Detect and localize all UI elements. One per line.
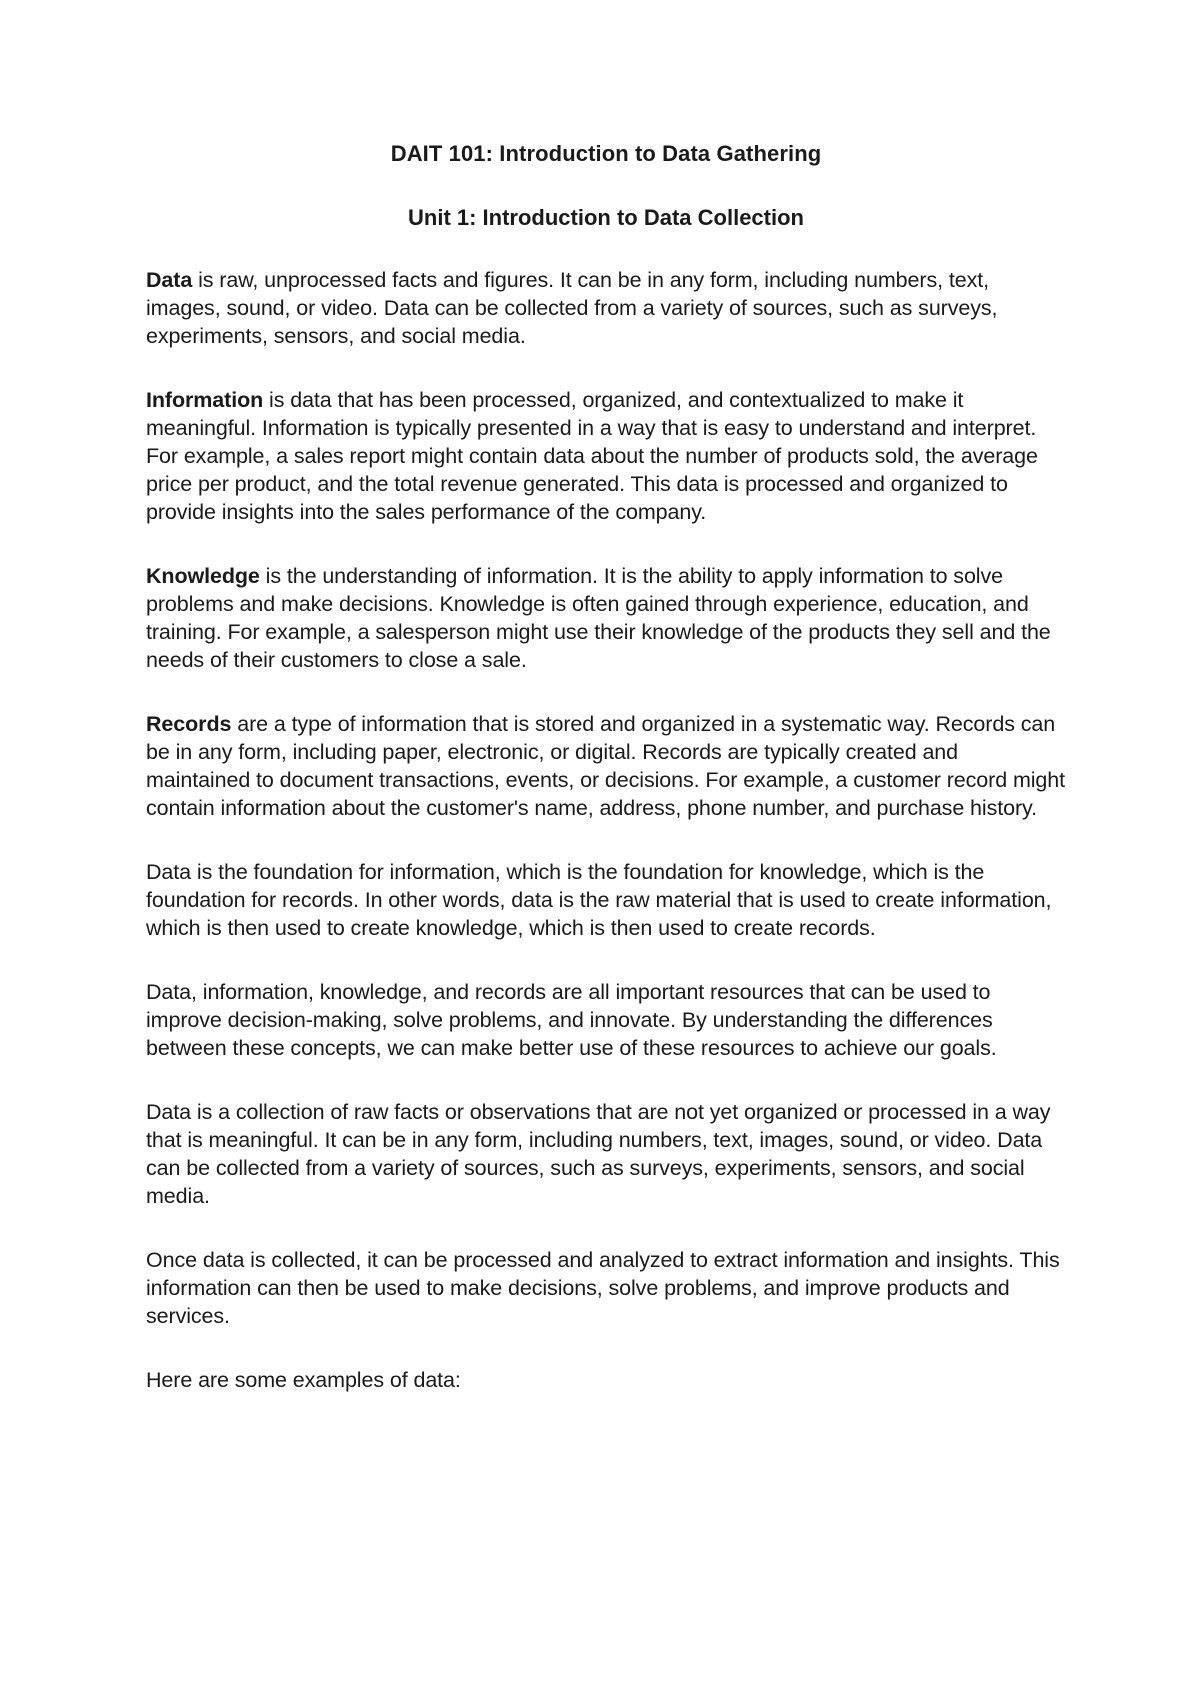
term-data: Data [146, 268, 193, 292]
paragraph-resources: Data, information, knowledge, and records are all important resources that can be used to improve decision-making, solve problems, and innovate. By understanding the differences between these concepts, we can make better use of these resources to achieve our goals. [146, 980, 997, 1060]
unit-heading: Unit 1: Introduction to Data Collection [408, 205, 804, 230]
paragraph-records-definition [146, 710, 1066, 822]
paragraph-hierarchy: Data is the foundation for information, which is the foundation for knowledge, which is the foundation for records. In other words, data is the raw material that is used to create information, which is then used to create knowledge, which is then used to create records. [146, 860, 1052, 940]
paragraph-text: is data that has been processed, organized, and contextualized to make it meaningful. Information is typically presented in a way that is easy to understand and interpret. For example, a sales report might contain data about the number of products sold, the average price per product, and the total revenue generated. This data is processed and organized to provide insights into the sales performance of the company. [146, 388, 1038, 524]
document-body [146, 140, 1066, 1430]
paragraph-text: is raw, unprocessed facts and figures. It can be in any form, including numbers, text, images, sound, or video. Data can be collected from a variety of sources, such as surveys, experiments, sensors, and social media. [146, 268, 998, 348]
paragraph-information-definition [146, 386, 1066, 526]
term-records: Records [146, 712, 232, 736]
paragraph-examples-intro: Here are some examples of data: [146, 1368, 461, 1392]
paragraph-knowledge-definition [146, 562, 1066, 674]
term-knowledge: Knowledge [146, 564, 260, 588]
paragraph-data-collection: Data is a collection of raw facts or observations that are not yet organized or processed in a way that is meaningful. It can be in any form, including numbers, text, images, sound, or video. Data can be collected from a variety of sources, such as surveys, experiments, sensors, and social media. [146, 1100, 1051, 1208]
paragraph-text: is the understanding of information. It is the ability to apply information to solve problems and make decisions. Knowledge is often gained through experience, education, and training. For example, a salesperson might use their knowledge of the products they sell and the needs of their customers to close a sale. [146, 564, 1051, 672]
paragraph-processing: Once data is collected, it can be processed and analyzed to extract information and insights. This information can then be used to make decisions, solve problems, and improve products and services. [146, 1248, 1060, 1328]
term-information: Information [146, 388, 264, 412]
paragraph-text: are a type of information that is stored and organized in a systematic way. Records can be in any form, including paper, electronic, or digital. Records are typically created and maintained to document transactions, events, or decisions. For example, a customer record might contain information about the customer's name, address, phone number, and purchase history. [146, 712, 1066, 820]
paragraph-data-definition [146, 266, 1066, 350]
document-title: DAIT 101: Introduction to Data Gathering [390, 141, 822, 166]
